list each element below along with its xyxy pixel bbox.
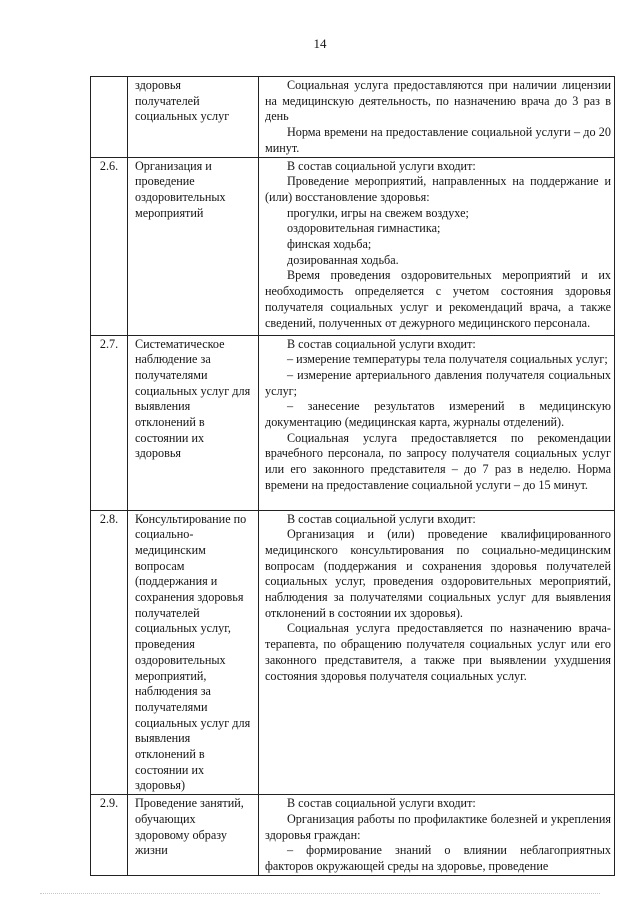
service-name-line: социальных услуг, (135, 621, 231, 636)
description-paragraph: Социальная услуга предоставляется по назначению врача-терапевта, по обращению получателя социальных услуг или его законного представителя, а также при выявлении ухудшения состояния здоровья получателя социальных услуг. (265, 621, 611, 683)
service-name (128, 795, 259, 876)
service-name (128, 157, 259, 335)
service-name-line: Организация и (135, 158, 212, 173)
service-name (128, 77, 259, 158)
service-name-line: сохранения здоровья (135, 590, 244, 605)
description-paragraph: – формирование знаний о влиянии неблагоприятных факторов окружающей среды на здоровье, проведение (265, 843, 611, 873)
table-row (91, 157, 615, 335)
row-number (91, 77, 128, 158)
description-paragraph: Организация и (или) проведение квалифицированного медицинского консультирования по социально-медицинским вопросам (поддержания и сохранения здоровья получателей социальных услуг, проведения оздоровительных мероприятий, наблюдения за получателями социальных услуг для выявления отклонений в состоянии их здоровья). (265, 527, 611, 620)
service-name-line: отклонений в (135, 415, 205, 430)
description-paragraph: В состав социальной услуги входит: (287, 336, 476, 351)
table-body (91, 77, 615, 876)
service-name-line: выявления (135, 399, 191, 414)
service-name-line: получателей (135, 93, 200, 108)
service-name-line: Систематическое (135, 336, 225, 351)
service-description (259, 157, 615, 335)
service-name-line: вопросам (135, 558, 185, 573)
description-paragraph: – измерение температуры тела получателя социальных услуг; (287, 352, 608, 367)
service-name-line: отклонений в (135, 747, 205, 762)
row-number: 2.7. (91, 335, 128, 510)
service-description (259, 510, 615, 795)
description-list-item: оздоровительная гимнастика; (287, 221, 441, 236)
service-name-line: обучающих (135, 811, 196, 826)
description-paragraph: В состав социальной услуги входит: (287, 158, 476, 173)
service-name-line: получателями (135, 699, 208, 714)
description-paragraph: В состав социальной услуги входит: (287, 796, 476, 811)
service-name-line: состоянии их (135, 430, 205, 445)
service-description (259, 335, 615, 510)
service-name-line: оздоровительных (135, 189, 226, 204)
services-table (90, 76, 615, 876)
row-number: 2.6. (91, 157, 128, 335)
service-name-line: медицинским (135, 542, 206, 557)
service-name-line: здоровья (135, 78, 181, 92)
description-paragraph: Норма времени на предоставление социальной услуги – до 20 минут. (265, 125, 611, 155)
service-name-line: наблюдения за (135, 684, 211, 699)
service-name-line: социальных услуг (135, 109, 230, 124)
service-name-line: жизни (135, 843, 168, 858)
description-paragraph: – измерение артериального давления получателя социальных услуг; (265, 367, 611, 398)
description-list-item: дозированная ходьба. (287, 252, 399, 267)
service-description (259, 77, 615, 158)
description-list-item: финская ходьба; (287, 237, 372, 252)
scan-edge-marks (40, 893, 600, 896)
description-list-item: прогулки, игры на свежем воздухе; (287, 205, 469, 220)
service-name (128, 335, 259, 510)
row-number: 2.8. (91, 510, 128, 795)
table-row (91, 335, 615, 510)
table-row (91, 77, 615, 158)
description-paragraph: Время проведения оздоровительных мероприятий и их необходимость определяется с учетом состояния здоровья получателя социальных услуг и рекомендаций врача, а также сведений, полученных от дежурного медицинского персонала. (265, 268, 611, 330)
page-number: 14 (313, 36, 327, 51)
service-name-line: социальных услуг для (135, 383, 251, 398)
service-name-line: здоровья) (135, 778, 186, 793)
service-name-line: оздоровительных (135, 652, 226, 667)
description-paragraph: Проведение мероприятий, направленных на поддержание и (или) восстановление здоровья: (265, 174, 611, 204)
description-paragraph: Социальная услуга предоставляются при наличии лицензии на медицинскую деятельность, по назначению врача до 3 раз в день (265, 78, 611, 124)
service-name (128, 510, 259, 795)
service-name-line: проведение (135, 174, 195, 189)
service-name-line: получателями (135, 367, 208, 382)
service-name-line: здоровья (135, 446, 181, 461)
row-number: 2.9. (91, 795, 128, 876)
description-paragraph: Социальная услуга предоставляется по рекомендации врачебного персонала, по запросу получателя социальных услуг или его законного представителя – до 7 раз в неделю. Норма времени на предоставление социальной услуги – до 15 минут. (265, 430, 611, 492)
service-name-line: состоянии их (135, 762, 205, 777)
service-name-line: (поддержания и (135, 574, 218, 589)
table-row (91, 795, 615, 876)
service-name-line: мероприятий (135, 205, 204, 220)
service-name-line: Проведение занятий, (135, 796, 244, 811)
table-row (91, 510, 615, 795)
service-name-line: наблюдение за (135, 352, 211, 367)
service-name-line: проведения (135, 637, 195, 652)
description-paragraph: В состав социальной услуги входит: (287, 511, 476, 526)
service-name-line: получателей (135, 605, 200, 620)
description-paragraph: – занесение результатов измерений в медицинскую документацию (медицинская карта, журналы отделений). (265, 399, 611, 430)
service-description (259, 795, 615, 876)
description-paragraph: Организация работы по профилактике болезней и укрепления здоровья граждан: (265, 811, 611, 842)
service-name-line: мероприятий, (135, 668, 207, 683)
service-name-line: здоровому образу (135, 827, 227, 842)
service-name-line: социально- (135, 527, 194, 542)
service-name-line: социальных услуг для (135, 715, 251, 730)
service-name-line: выявления (135, 731, 191, 746)
service-name-line: Консультирование по (135, 511, 247, 526)
